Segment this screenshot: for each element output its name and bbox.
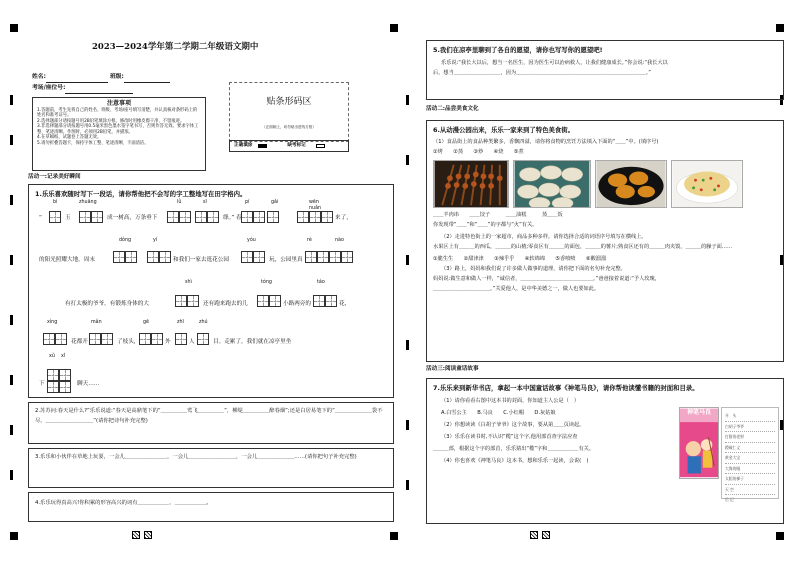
question-6-box <box>426 120 784 362</box>
activity-3-heading: 活动三:阅读童话故事 <box>426 366 479 372</box>
barcode-label: 贴条形码区 <box>266 97 312 107</box>
question-7-part-4: （4）你也喜欢《神笔马良》这本书，想和乐乐一起读，会说( ) <box>441 458 589 464</box>
question-5-header: 5.我们在凉亭里聊到了各自的愿望，请你也写写你的愿望吧! <box>433 46 603 54</box>
lamb-skewer-photo <box>433 160 509 208</box>
q1-text: 花都开 <box>71 339 88 345</box>
notice-title: 注意事项 <box>106 100 131 107</box>
name-label: 姓名: <box>32 74 46 80</box>
question-5-box <box>426 40 784 100</box>
tianzige-grid[interactable] <box>241 251 265 263</box>
timing-mark <box>406 95 409 105</box>
tianzige-grid[interactable] <box>139 333 163 345</box>
barcode-note: （正面朝上，切勿贴出虚线方框） <box>262 125 316 129</box>
page-title: 2023—2024学年第二学期二年级语文期中 <box>92 42 259 52</box>
question-5-line-1: 乐乐说:“我长大以后，想当一名医生，因为医生可以治病救人，让我们健康成长。”你会说:“我长大以 <box>441 60 668 66</box>
registration-mark-bm <box>390 532 398 540</box>
timing-mark <box>10 95 13 105</box>
tianzige-grid[interactable] <box>175 333 187 345</box>
oil-cake-photo <box>595 160 667 208</box>
toc-entry: 后 记 <box>725 497 734 502</box>
fill-legend <box>229 140 349 152</box>
timing-mark <box>406 480 409 490</box>
page-code-left <box>132 531 158 540</box>
question-7-header: 7.乐乐来到新华书店，拿起一本中国童话故事《神笔马良》，请你帮他读懂书籍的封面和目录。 <box>433 384 699 392</box>
timing-mark <box>406 155 409 165</box>
question-7-choices[interactable]: A.白雪公主 B.马良 C.小红帽 D.灰姑娘 <box>441 410 556 416</box>
q1-text: 人 <box>189 339 195 345</box>
registration-mark-tr <box>776 24 784 32</box>
tianzige-grid[interactable] <box>49 211 61 223</box>
tianzige-grid[interactable] <box>195 211 219 223</box>
question-7-part-1: （1）请你看看右图中这本书的封面，你知道主人公是（ ） <box>441 398 580 404</box>
q1-text: 下 <box>39 381 45 387</box>
q1-text: 聊天…… <box>77 381 100 387</box>
question-2-box <box>28 402 394 444</box>
question-5-line-2[interactable]: 后，想当＿＿＿＿＿＿＿＿＿，因为＿＿＿＿＿＿＿＿＿＿＿＿＿＿＿＿＿＿＿＿＿＿＿＿＿。” <box>433 70 651 76</box>
q1-text: 来了， <box>335 215 352 221</box>
q1-text: 的阳光照耀大地。周末 <box>39 257 95 263</box>
question-7-part-3-blanks[interactable]: ＿＿＿部，根据这个字的部首，乐乐猜出“榄”字和＿＿＿＿＿＿有关。 <box>433 446 595 452</box>
notice-item: 3.非选择题部分请按题号用0.5毫米黑色墨水签字笔书写，否则作答无效。要求字体工整、笔迹清晰。作图时，必须用2B铅笔，并描浓。 <box>37 124 199 135</box>
activity-1-heading: 活动一:记录美好瞬间 <box>28 174 81 180</box>
tianzige-grid[interactable] <box>241 211 265 223</box>
class-label: 班级: <box>109 74 124 80</box>
question-6-part-1: （1）食品街上的食品种类繁多，香飘四溢，请你将食物的烹饪方法填入下面的“＿＿”中。(填序号) <box>433 139 659 145</box>
q1-text: 目。走累了，我们就在凉亭里坐 <box>213 339 292 345</box>
question-2-text[interactable]: 2.苏苏问:春天是什么?”乐乐说道:“春天是高鼎笔下的“＿＿＿＿＿莺飞＿＿＿＿＿”，柳堤＿＿＿＿＿醉春烟”;还是白居易笔下的“＿＿＿＿＿＿＿袋不尽，＿＿＿＿＿＿＿＿＿”(请你把诗句补充完整) <box>35 408 383 424</box>
tianzige-grid[interactable] <box>79 211 103 223</box>
tianzige-grid[interactable] <box>267 211 279 223</box>
q1-text: 玉 <box>65 215 71 221</box>
question-7-box <box>426 378 784 524</box>
tianzige-grid[interactable] <box>305 251 353 263</box>
fried-rice-photo <box>671 160 743 208</box>
question-1-header: 1.乐乐喜欢随时写下一段话，请你帮他把不会写的字工整地写在田字格内。 <box>35 190 247 198</box>
q1-text: 花， <box>339 301 351 307</box>
student-info <box>32 72 170 94</box>
question-6-part-2-blanks[interactable]: 水果区上有＿＿＿的西瓜，＿＿＿的山楂;零食区有＿＿＿的面包，＿＿＿的薯片;熟食区还有的＿＿＿肉夹馍，＿＿＿的臊子面…… <box>433 244 733 250</box>
question-7-part-2[interactable]: （2）你想读读《白胡子爷爷》这个故事，要从第＿＿页读起。 <box>441 422 585 428</box>
page-code-right <box>530 531 556 540</box>
question-3-text[interactable]: 3.乐乐和小伙伴在草地上玩耍，一会儿＿＿＿＿＿＿＿＿，一会儿＿＿＿＿＿＿＿＿＿，一会儿＿＿＿＿＿＿＿……(请你把句子补充完整) <box>35 454 357 460</box>
q1-text: 有打太极的爷爷，有锻炼身体的大 <box>65 301 149 307</box>
tianzige-grid[interactable] <box>43 333 67 345</box>
seat-field[interactable] <box>65 87 133 94</box>
timing-mark <box>10 135 13 145</box>
timing-mark <box>10 375 13 385</box>
timing-mark <box>10 315 13 325</box>
toc-entry: 打猎的老财 <box>725 432 775 443</box>
tianzige-grid[interactable] <box>313 295 337 307</box>
barcode-area <box>229 82 349 142</box>
question-6-header: 6.从动漫公园出来，乐乐一家来到了特色美食街。 <box>433 126 575 134</box>
question-6-part-3: （3）路上，妈妈和我们说了许多做人做事的道理，请你把下面的名句补充完整。 <box>441 266 626 272</box>
book-table-of-contents <box>721 407 779 502</box>
q1-text: 了枝头， <box>117 339 140 345</box>
q1-text: 成一树高，万条垂下 <box>107 215 158 221</box>
timing-mark <box>10 255 13 265</box>
q1-line-1: “ <box>39 215 42 221</box>
toc-entry: 蹬破仁义 <box>725 443 775 454</box>
timing-mark <box>406 420 409 430</box>
question-7-part-3: （3）乐乐在读书时,不认识“榄”这个字,他用部首查字法应查 <box>441 434 578 440</box>
toc-entry: 白胡子爷爷 <box>725 422 775 433</box>
timing-mark <box>10 425 13 435</box>
question-6-part-3-line-1[interactable]: 妈妈说:做生意和做人一样，“诚信者，＿＿＿＿＿＿＿＿＿＿＿＿＿＿。”爸爸接着说道:“予人玫瑰， <box>433 276 660 282</box>
question-6-word-options: ①脆生生 ②甜津津 ③辣乎乎 ④软绵绵 ⑤香喷喷 ⑥酸溜溜 <box>433 256 607 262</box>
notice-item: 5.请勿折叠答题卡，保持字体工整、笔迹清晰、卡面清洁。 <box>37 141 149 147</box>
toc-entry: 天 空 <box>725 485 775 496</box>
tianzige-grid[interactable] <box>113 251 137 263</box>
question-6-options: ①烤 ②蒸 ③炒 ④烧 ⑤煮 <box>433 149 524 155</box>
notice-item: 2.选择题部分请按题号用2B铅笔填涂方框，修改时用橡皮擦干净，不留痕迹。 <box>37 118 185 124</box>
question-6-part-3-line-2[interactable]: ＿＿＿＿＿＿＿＿＿＿＿。”关爱他人，是中华美德之一，做人也要如此。 <box>433 286 600 292</box>
food-photos <box>433 160 777 210</box>
absent-checkbox[interactable] <box>316 144 325 148</box>
tianzige-grid[interactable] <box>257 295 281 307</box>
registration-mark-tl <box>10 24 18 32</box>
notice-item: 1.答题前，考生先将自己的姓名、班级、考场/座号填写清楚，并认真核对条形码上的姓名和准考证号。 <box>37 107 198 119</box>
tianzige-grid[interactable] <box>89 333 113 345</box>
q1-text: 玩，公园里真 <box>269 257 303 263</box>
question-4-box <box>28 492 394 522</box>
book-cover-title: 神笔马良 <box>686 409 711 416</box>
activity-2-heading: 活动二:品尝美食文化 <box>426 106 479 112</box>
registration-mark-tm <box>390 24 398 32</box>
q1-text: 绦。” 春 <box>223 215 242 221</box>
question-3-box <box>28 448 394 488</box>
tianzige-grid[interactable] <box>147 251 171 263</box>
q1-text: 外 <box>165 339 171 345</box>
toc-entry: 大海的眼 <box>725 464 775 475</box>
question-6-fire-note[interactable]: 你发现带“＿＿”和“＿＿”的字都与“火”有关。 <box>433 222 538 228</box>
q1-text: 小路两旁的 <box>283 301 311 307</box>
absent-label: 缺考标记 <box>287 143 306 149</box>
tianzige-grid[interactable] <box>47 369 71 381</box>
toc-entry: 太阳的梯子 <box>725 474 775 485</box>
notice-item: 4.在草稿纸、试题卷上答题无效。 <box>37 135 102 141</box>
registration-mark-br <box>776 532 784 540</box>
question-6-food-blanks[interactable]: ＿＿羊肉串 ＿＿饺子 ＿＿油糕 蒸＿＿饭 <box>433 212 563 218</box>
timing-mark <box>406 340 409 350</box>
book-cover <box>679 407 719 479</box>
tianzige-grid[interactable] <box>197 333 209 345</box>
tianzige-grid[interactable] <box>297 211 333 223</box>
question-1-writing-area: “ bì zhuāng 玉 成一树高，万条垂下 lǜ sī 绦。” 春 pí gǎi wēn nuǎn 来了， 的阳光照耀大地。周末 dǒng yí 和我们一家去逛花公园 yóu 玩，公园里真 rè nào shì 有打太极的爷爷，有锻炼身体的大 还有跑来跑去的儿 tóng 小路两旁的 táo 花， xìng 花都开 mǎn 了枝头， gē 外 zhī 人 zhú 目。走累了，我们就在凉亭里坐 下 xǔ xǐ 聊天…… <box>35 201 387 391</box>
timing-mark <box>10 470 13 480</box>
question-6-part-2: （2）走进特色街上的一家超市，商品多种多样。请你选择合适的词语序号填写在横线上。 <box>441 234 647 240</box>
notice-box <box>32 97 206 171</box>
registration-mark-bl <box>10 532 18 540</box>
q1-text: 和我们一家去逛花公园 <box>173 257 229 263</box>
timing-mark <box>406 255 409 265</box>
question-1-box <box>28 184 394 398</box>
timing-mark <box>10 195 13 205</box>
q1-text: 还有跑来跑去的儿 <box>203 301 248 307</box>
toc-entry: 黄金大宝 <box>725 453 775 464</box>
tianzige-grid[interactable] <box>167 211 191 223</box>
correct-fill-label: 正确填涂 <box>234 143 253 149</box>
name-field[interactable] <box>46 76 108 83</box>
seat-label: 考场/座位号: <box>32 85 66 91</box>
class-field[interactable] <box>124 76 170 83</box>
filled-example <box>258 144 267 148</box>
tianzige-grid[interactable] <box>47 381 71 393</box>
dumplings-photo <box>513 160 591 208</box>
tianzige-grid[interactable] <box>175 295 199 307</box>
toc-entry: 开 头 <box>725 411 775 422</box>
question-4-text[interactable]: 4.乐乐玩得真高兴!你积累的形容高兴的词有＿＿＿＿＿＿、＿＿＿＿＿＿。 <box>35 500 212 506</box>
